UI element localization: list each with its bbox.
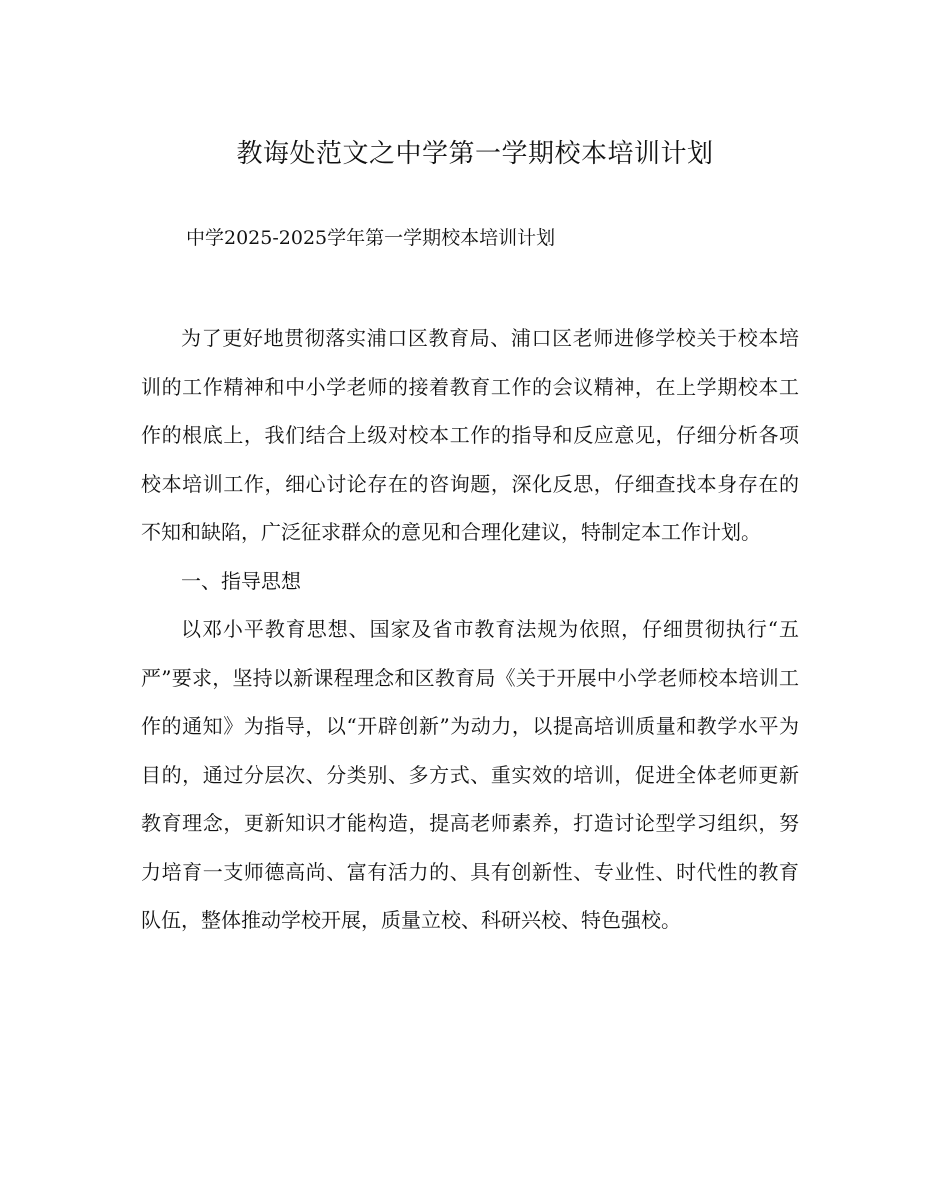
paragraph-intro: 为了更好地贯彻落实浦口区教育局、浦口区老师进修学校关于校本培训的工作精神和中小学老师的接着教育工作的会议精神，在上学期校本工作的根底上，我们结合上级对校本工作的指导和反应意见，仔细分析各项校本培训工作，细心讨论存在的咨询题，深化反思，仔细查找本身存在的不知和缺陷，广泛征求群众的意见和合理化建议，特制定本工作计划。 [141,326,799,544]
paragraph-guiding-ideology: 以邓小平教育思想、国家及省市教育法规为依照，仔细贯彻执行“五严”要求，坚持以新课程理念和区教育局《关于开展中小学老师校本培训工作的通知》为指导，以“开辟创新”为动力，以提高培训质量和教学水平为目的，通过分层次、分类别、多方式、重实效的培训，促进全体老师更新教育理念，更新知识才能构造，提高老师素养，打造讨论型学习组织，努力培育一支师德高尚、富有活力的、具有创新性、专业性、时代性的教育队伍，整体推动学校开展，质量立校、科研兴校、特色强校。 [141,617,799,932]
document-body [141,314,799,945]
document-subtitle: 中学2025-2025学年第一学期校本培训计划 [186,227,556,249]
section-heading-guiding-ideology: 一、指导思想 [181,568,301,593]
document-title: 教诲处范文之中学第一学期校本培训计划 [236,139,714,169]
